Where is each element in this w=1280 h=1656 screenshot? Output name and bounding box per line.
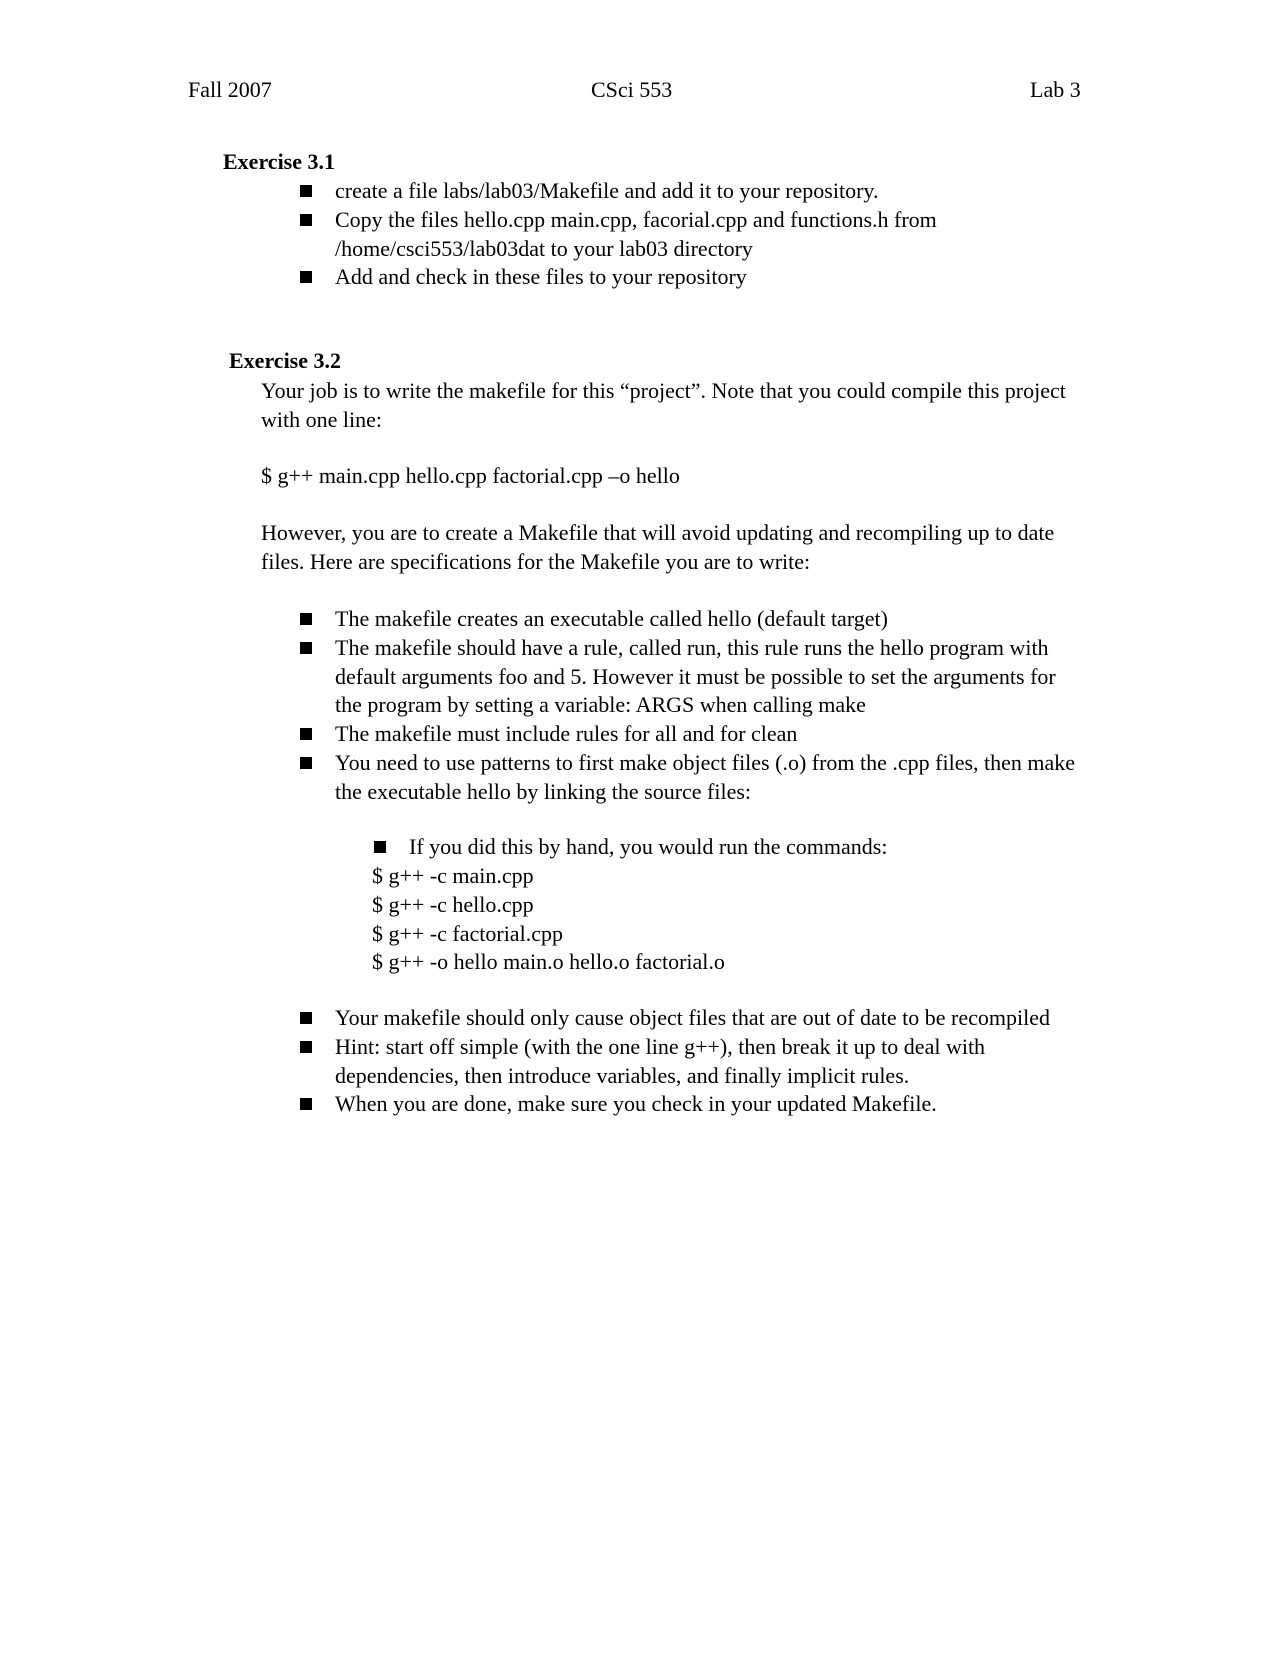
command-line: $ g++ -c hello.cpp (372, 891, 534, 917)
specifications-list (298, 605, 1088, 807)
manual-commands (372, 862, 1072, 977)
exercise-3-2-title: Exercise 3.2 (229, 348, 342, 373)
header-lab: Lab 3 (1030, 77, 1081, 102)
list-item: The makefile should have a rule, called run, this rule runs the hello program with default arguments foo and 5. However it must be possible to set the arguments for the program by setting a variable: ARGS when calling make (298, 634, 1088, 720)
one-line-command: $ g++ main.cpp hello.cpp factorial.cpp –o hello (261, 463, 680, 488)
list-item: If you did this by hand, you would run the commands: (372, 833, 1072, 862)
command-line: $ g++ -c main.cpp (372, 863, 534, 888)
however-paragraph: However, you are to create a Makefile that will avoid updating and recompiling up to date files. Here are specifications for the Makefile you are to write: (261, 520, 1055, 574)
exercise-3-2-intro: Your job is to write the makefile for this “project”. Note that you could compile this project with one line: (261, 378, 1066, 432)
list-item: The makefile must include rules for all and for clean (298, 720, 1088, 749)
exercise-3-1-title: Exercise 3.1 (223, 149, 336, 174)
additional-specifications-list (298, 1004, 1088, 1119)
list-item: When you are done, make sure you check in your updated Makefile. (298, 1090, 1088, 1119)
command-line: $ g++ -o hello main.o hello.o factorial.o (372, 949, 725, 975)
list-item: The makefile creates an executable called hello (default target) (298, 605, 1088, 634)
list-item: Add and check in these files to your repository (298, 263, 1088, 292)
command-line: $ g++ -c factorial.cpp (372, 920, 563, 946)
list-item: You need to use patterns to first make object files (.o) from the .cpp files, then make the executable hello by linking the source files: (298, 749, 1088, 807)
list-item: Hint: start off simple (with the one line g++), then break it up to deal with dependencies, then introduce variables, and finally implicit rules. (298, 1033, 1088, 1091)
list-item: Your makefile should only cause object files that are out of date to be recompiled (298, 1004, 1088, 1033)
list-item: Copy the files hello.cpp main.cpp, facorial.cpp and functions.h from /home/csci553/lab03dat to your lab03 directory (298, 206, 1088, 264)
exercise-3-1-list (298, 177, 1088, 292)
header-course: CSci 553 (591, 77, 673, 102)
manual-commands-sublist (372, 833, 1072, 862)
list-item: create a file labs/lab03/Makefile and add it to your repository. (298, 177, 1088, 206)
header-term: Fall 2007 (188, 77, 272, 102)
